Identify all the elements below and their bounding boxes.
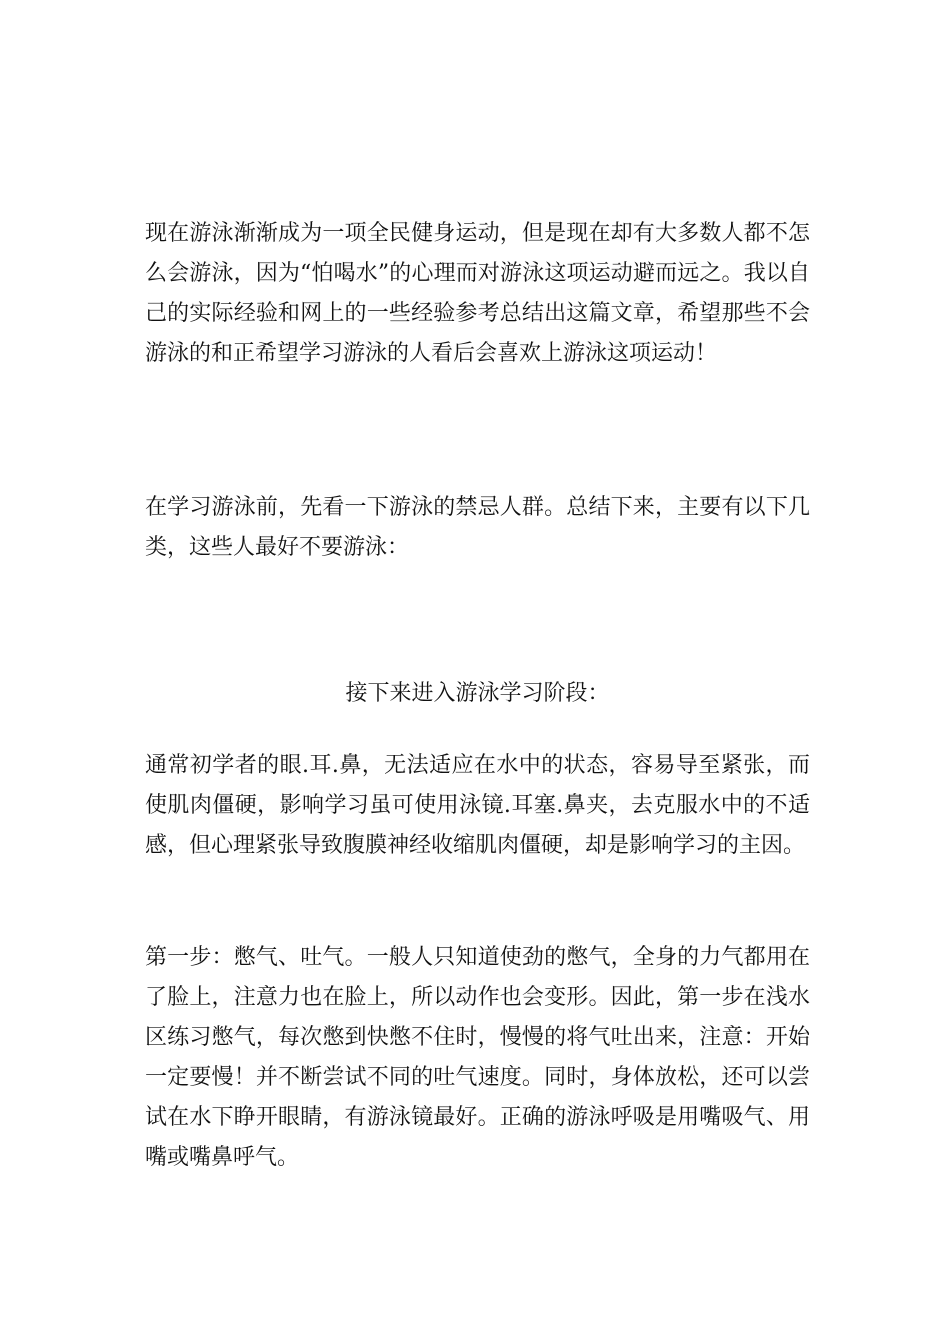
section-heading: 接下来进入游泳学习阶段： <box>345 681 610 706</box>
taboo-paragraph: 在学习游泳前，先看一下游泳的禁忌人群。总结下来，主要有以下几类，这些人最好不要游泳： <box>145 495 810 560</box>
step-one-paragraph: 第一步：憋气、吐气。一般人只知道使劲的憋气，全身的力气都用在了脸上，注意力也在脸上，所以动作也会变形。因此，第一步在浅水区练习憋气，每次憋到快憋不住时，慢慢的将气吐出来，注意：开始一定要慢！并不断尝试不同的吐气速度。同时，身体放松，还可以尝试在水下睁开眼睛，有游泳镜最好。正确的游泳呼吸是用嘴吸气、用嘴或嘴鼻呼气。 <box>145 945 810 1170</box>
beginner-paragraph: 通常初学者的眼.耳.鼻，无法适应在水中的状态，容易导至紧张，而使肌肉僵硬，影响学习虽可使用泳镜.耳塞.鼻夹，去克服水中的不适感，但心理紧张导致腹膜神经收缩肌肉僵硬，却是影响学习的主因。 <box>145 753 810 858</box>
intro-paragraph: 现在游泳渐渐成为一项全民健身运动，但是现在却有大多数人都不怎么会游泳，因为“怕喝水”的心理而对游泳这项运动避而远之。我以自己的实际经验和网上的一些经验参考总结出这篇文章，希望那些不会游泳的和正希望学习游泳的人看后会喜欢上游泳这项运动！ <box>145 221 810 366</box>
